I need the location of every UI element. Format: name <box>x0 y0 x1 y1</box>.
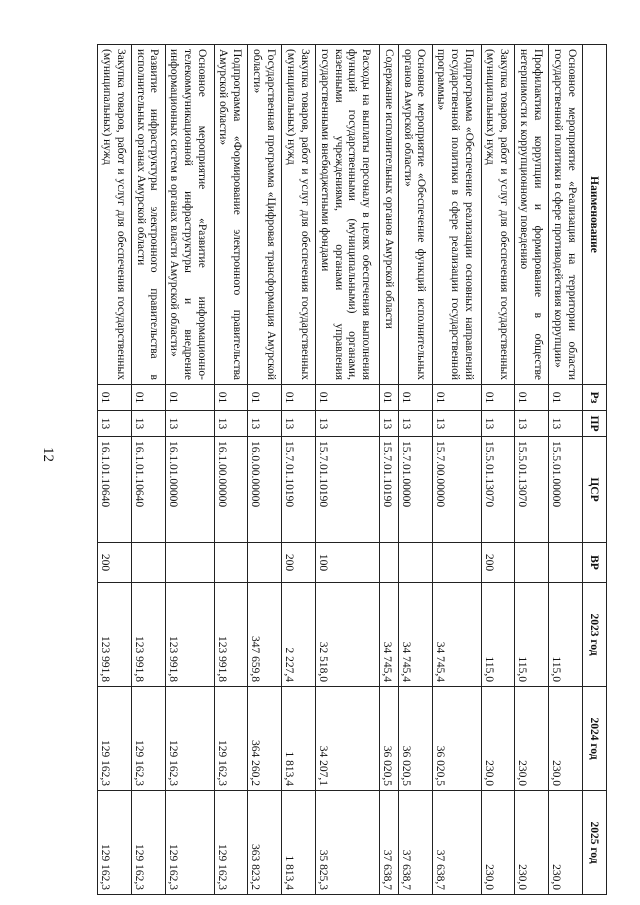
row-rz: 01 <box>248 385 282 411</box>
row-rz: 01 <box>165 385 214 411</box>
row-2025: 363 823,2 <box>248 791 282 895</box>
row-2024: 129 162,3 <box>98 687 132 791</box>
row-rz: 01 <box>98 385 132 411</box>
row-2025: 230,0 <box>549 791 583 895</box>
row-vr <box>214 543 248 583</box>
header-csr: ЦСР <box>583 437 607 543</box>
row-2024: 1 813,4 <box>282 687 316 791</box>
rotated-table-container <box>97 44 607 894</box>
row-name: Развитие инфраструктуры электронного правительства в исполнительных органах Амурской области <box>131 45 165 385</box>
table-row <box>131 45 165 895</box>
row-name: Закупка товаров, работ и услуг для обеспечения государственных (муниципальных) нужд <box>481 45 515 385</box>
row-csr: 15.5.01.13070 <box>515 437 549 543</box>
row-pr: 13 <box>248 411 282 437</box>
table-row <box>214 45 248 895</box>
row-name: Профилактика коррупции и формирование в обществе нетерпимости к коррупционному поведению <box>515 45 549 385</box>
row-2023: 123 991,8 <box>131 583 165 687</box>
row-2025: 129 162,3 <box>98 791 132 895</box>
row-name: Основное мероприятие «Обеспечение функций исполнительных органов Амурской области» <box>398 45 432 385</box>
row-rz: 01 <box>549 385 583 411</box>
row-rz: 01 <box>398 385 432 411</box>
row-vr <box>165 543 214 583</box>
row-vr: 200 <box>282 543 316 583</box>
row-name: Основное мероприятие «Реализация на территории области государственной политики в сфере противодействия коррупции» <box>549 45 583 385</box>
row-pr: 13 <box>165 411 214 437</box>
row-2024: 129 162,3 <box>165 687 214 791</box>
row-pr: 13 <box>549 411 583 437</box>
row-pr: 13 <box>398 411 432 437</box>
row-2023: 32 518,0 <box>316 583 380 687</box>
table-row <box>515 45 549 895</box>
row-2024: 34 207,1 <box>316 687 380 791</box>
row-2024: 230,0 <box>515 687 549 791</box>
row-2023: 123 991,8 <box>98 583 132 687</box>
row-pr: 13 <box>282 411 316 437</box>
table-row <box>380 45 399 895</box>
row-2023: 123 991,8 <box>214 583 248 687</box>
table-row <box>282 45 316 895</box>
row-2023: 347 659,8 <box>248 583 282 687</box>
row-pr: 13 <box>515 411 549 437</box>
row-csr: 16.0.00.00000 <box>248 437 282 543</box>
row-rz: 01 <box>432 385 481 411</box>
header-2023: 2023 год <box>583 583 607 687</box>
row-2025: 1 813,4 <box>282 791 316 895</box>
row-rz: 01 <box>131 385 165 411</box>
row-2025: 35 825,3 <box>316 791 380 895</box>
row-2024: 129 162,3 <box>214 687 248 791</box>
row-name: Расходы на выплаты персоналу в целях обеспечения выполнения функций государственными (муниципальными) органами, казенными учреждениями, органами управления государственными внебюджетными фондами <box>316 45 380 385</box>
table-row <box>316 45 380 895</box>
row-csr: 15.7.00.00000 <box>432 437 481 543</box>
row-rz: 01 <box>316 385 380 411</box>
row-pr: 13 <box>432 411 481 437</box>
row-name: Закупка товаров, работ и услуг для обеспечения государственных (муниципальных) нужд <box>282 45 316 385</box>
row-vr: 100 <box>316 543 380 583</box>
row-2024: 36 020,5 <box>398 687 432 791</box>
row-csr: 16.1.01.10640 <box>98 437 132 543</box>
header-rz: Рз <box>583 385 607 411</box>
row-csr: 15.5.01.00000 <box>549 437 583 543</box>
row-2023: 34 745,4 <box>380 583 399 687</box>
table-row <box>432 45 481 895</box>
page-number: 12 <box>40 447 56 462</box>
row-name: Подпрограмма «Формирование электронного правительства Амурской области» <box>214 45 248 385</box>
row-2023: 34 745,4 <box>432 583 481 687</box>
row-2023: 115,0 <box>515 583 549 687</box>
header-2024: 2024 год <box>583 687 607 791</box>
row-vr <box>432 543 481 583</box>
table-row <box>98 45 132 895</box>
table-row <box>549 45 583 895</box>
row-vr: 200 <box>481 543 515 583</box>
header-2025: 2025 год <box>583 791 607 895</box>
row-rz: 01 <box>214 385 248 411</box>
row-csr: 15.7.01.10190 <box>282 437 316 543</box>
row-2023: 34 745,4 <box>398 583 432 687</box>
row-2025: 129 162,3 <box>165 791 214 895</box>
row-vr <box>380 543 399 583</box>
row-pr: 13 <box>380 411 399 437</box>
row-csr: 15.7.01.10190 <box>380 437 399 543</box>
row-2025: 37 638,7 <box>380 791 399 895</box>
row-pr: 13 <box>481 411 515 437</box>
table-row <box>248 45 282 895</box>
row-name: Содержание исполнительных органов Амурской области <box>380 45 399 385</box>
row-2025: 230,0 <box>481 791 515 895</box>
header-pr: ПР <box>583 411 607 437</box>
row-rz: 01 <box>282 385 316 411</box>
row-vr <box>398 543 432 583</box>
row-rz: 01 <box>515 385 549 411</box>
table-row <box>481 45 515 895</box>
row-2025: 129 162,3 <box>214 791 248 895</box>
row-pr: 13 <box>98 411 132 437</box>
row-pr: 13 <box>214 411 248 437</box>
row-2025: 129 162,3 <box>131 791 165 895</box>
budget-table <box>97 44 607 895</box>
row-csr: 16.1.00.00000 <box>214 437 248 543</box>
row-vr <box>248 543 282 583</box>
row-2024: 36 020,5 <box>432 687 481 791</box>
row-pr: 13 <box>131 411 165 437</box>
row-pr: 13 <box>316 411 380 437</box>
row-2024: 230,0 <box>549 687 583 791</box>
row-csr: 16.1.01.00000 <box>165 437 214 543</box>
row-2024: 364 260,2 <box>248 687 282 791</box>
row-name: Закупка товаров, работ и услуг для обеспечения государственных (муниципальных) нужд <box>98 45 132 385</box>
row-vr <box>549 543 583 583</box>
row-2023: 115,0 <box>481 583 515 687</box>
table-header-row <box>583 45 607 895</box>
table-row <box>398 45 432 895</box>
row-name: Основное мероприятие «Развитие информационно-телекоммуникационной инфраструктуры и внедрение информационных систем в органах власти Амурской области» <box>165 45 214 385</box>
row-rz: 01 <box>481 385 515 411</box>
row-2025: 37 638,7 <box>398 791 432 895</box>
row-2024: 230,0 <box>481 687 515 791</box>
row-rz: 01 <box>380 385 399 411</box>
row-name: Подпрограмма «Обеспечение реализации основных направлений государственной политики в сфере реализации государственной программы» <box>432 45 481 385</box>
row-2025: 37 638,7 <box>432 791 481 895</box>
header-name: Наименование <box>583 45 607 385</box>
table-row <box>165 45 214 895</box>
row-2024: 129 162,3 <box>131 687 165 791</box>
row-csr: 15.7.01.10190 <box>316 437 380 543</box>
row-2023: 123 991,8 <box>165 583 214 687</box>
row-2023: 115,0 <box>549 583 583 687</box>
row-2023: 2 227,4 <box>282 583 316 687</box>
row-csr: 15.7.01.00000 <box>398 437 432 543</box>
row-vr: 200 <box>98 543 132 583</box>
header-vr: ВР <box>583 543 607 583</box>
row-2025: 230,0 <box>515 791 549 895</box>
row-vr <box>515 543 549 583</box>
row-vr <box>131 543 165 583</box>
row-2024: 36 020,5 <box>380 687 399 791</box>
row-csr: 16.1.01.10640 <box>131 437 165 543</box>
row-name: Государственная программа «Цифровая трансформация Амурской области» <box>248 45 282 385</box>
row-csr: 15.5.01.13070 <box>481 437 515 543</box>
